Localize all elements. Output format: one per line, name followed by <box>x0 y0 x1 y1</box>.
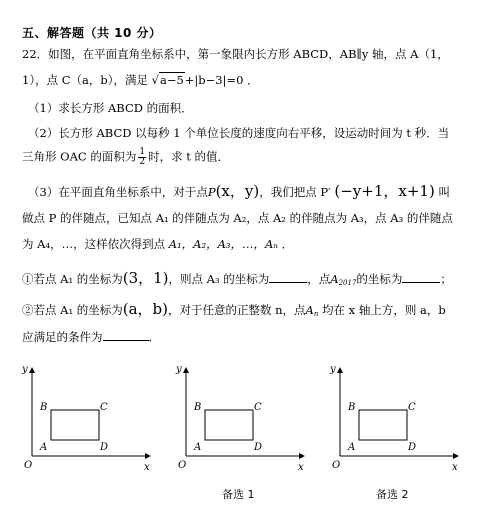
coordinate-figure-backup-1 <box>172 360 312 480</box>
abs-expression: +|b−3|=0 <box>184 73 244 87</box>
answer-blank-A2017[interactable] <box>402 272 440 283</box>
question-3-text-mid: ，我们把点 P′ <box>259 185 331 199</box>
rectangle-ABCD <box>51 410 99 440</box>
sub-question-2-post: 均在 x 轴上方，则 a，b <box>322 303 446 317</box>
sub-question-1-coord: (3，1) <box>122 269 169 287</box>
point-D-label: D <box>254 442 263 453</box>
sub-question-1-post: 的坐标为 <box>356 272 403 286</box>
point-An <box>306 303 319 317</box>
point-An-subscript: n <box>313 310 319 318</box>
point-A2017 <box>330 272 356 286</box>
x-axis-label: x <box>144 462 150 473</box>
problem-line-2-text: 1），点 C（a，b），满足 <box>22 73 148 87</box>
sub-question-2-mid: ，对于任意的正整数 n，点 <box>167 303 306 317</box>
point-A-label: A <box>40 442 48 453</box>
problem-line-2 <box>22 72 259 88</box>
question-3-line-3 <box>22 236 293 252</box>
point-C-label: C <box>100 402 108 413</box>
origin-label: O <box>24 460 33 471</box>
point-B-label: B <box>348 402 356 413</box>
point-A-label: A <box>194 442 202 453</box>
answer-blank-condition[interactable] <box>103 330 149 341</box>
rectangle-ABCD <box>359 410 407 440</box>
section-heading: 五、解答题（共 10 分） <box>22 26 162 40</box>
question-3-line-2: 做点 P 的伴随点，已知点 A₁ 的伴随点为 A₂，点 A₂ 的伴随点为 A₃，点 A₃ 的伴随点 <box>22 211 453 225</box>
origin-label: O <box>332 460 341 471</box>
coordinate-figure-main <box>18 360 158 480</box>
question-2-line-2 <box>22 148 229 167</box>
sqrt-symbol: √ <box>151 73 159 87</box>
sub-question-1-mid2: ，点 <box>307 272 331 286</box>
question-3-line-3-end: ． <box>281 237 294 251</box>
sub-question-2-pre: ②若点 A₁ 的坐标为 <box>22 303 123 317</box>
question-3-text-end: 叫 <box>438 185 450 199</box>
sub-question-2-line-2-text: 应满足的条件为 <box>22 330 103 344</box>
sub-question-1-mid: ，则点 A₃ 的坐标为 <box>168 272 270 286</box>
sub-question-2 <box>22 301 446 322</box>
x-axis-label: x <box>452 462 458 473</box>
companion-point-expression: (−y+1，x+1) <box>334 182 435 200</box>
point-A2017-letter: A <box>330 272 339 286</box>
y-axis-label: y <box>176 364 182 375</box>
fraction-denominator: 2 <box>139 157 146 167</box>
point-An-letter: A <box>305 303 314 317</box>
question-3-line-3-pre: 为 A₄，…，这样依次得到点 <box>22 237 166 251</box>
sub-question-2-coord: (a，b) <box>122 300 168 318</box>
sub-question-1-pre: ①若点 A₁ 的坐标为 <box>22 272 123 286</box>
origin-label: O <box>178 460 187 471</box>
point-C-label: C <box>254 402 262 413</box>
point-C-label: C <box>408 402 416 413</box>
point-B-label: B <box>40 402 48 413</box>
point-B-label: B <box>194 402 202 413</box>
fraction-one-half <box>138 148 146 167</box>
question-1: （1）求长方形 ABCD 的面积． <box>28 101 193 115</box>
rectangle-ABCD <box>205 410 253 440</box>
question-2-text-pre: 三角形 OAC 的面积为 <box>22 149 137 164</box>
answer-blank-A3[interactable] <box>269 272 307 283</box>
coordinate-figure-backup-2 <box>326 360 466 480</box>
problem-line-1: 22．如图，在平面直角坐标系中，第一象限内长方形 ABCD，AB∥y 轴，点 A（1， <box>22 47 449 61</box>
problem-line-2-end: ． <box>247 73 259 87</box>
question-2-line-1: （2）长方形 ABCD 以每秒 1 个单位长度的速度向右平移，设运动时间为 t 秒．当 <box>28 126 450 140</box>
y-axis-label: y <box>330 364 336 375</box>
sub-question-1 <box>22 270 452 291</box>
fraction-numerator: 1 <box>139 147 146 157</box>
point-D-label: D <box>100 442 109 453</box>
point-sequence: A₁，A₂，A₃，…，Aₙ <box>168 237 278 251</box>
caption-backup-1: 备选 1 <box>222 488 255 501</box>
point-A2017-subscript: 2017 <box>338 279 357 287</box>
sqrt-radicand: a−5 <box>159 73 184 87</box>
y-axis-label: y <box>22 364 28 375</box>
sub-question-1-end: ； <box>440 272 452 286</box>
caption-backup-2: 备选 2 <box>376 488 409 501</box>
question-3-text-pre: （3）在平面直角坐标系中，对于点 <box>28 185 208 199</box>
sub-question-2-line-2 <box>22 329 160 345</box>
sub-question-2-end: ． <box>148 330 160 344</box>
point-D-label: D <box>408 442 417 453</box>
x-axis-label: x <box>298 462 304 473</box>
point-P-coords: (x，y) <box>215 182 260 200</box>
question-3-line-1 <box>28 183 450 200</box>
point-P: P <box>207 185 216 199</box>
question-2-text-post: 时，求 t 的值． <box>148 149 230 164</box>
point-A-label: A <box>348 442 356 453</box>
